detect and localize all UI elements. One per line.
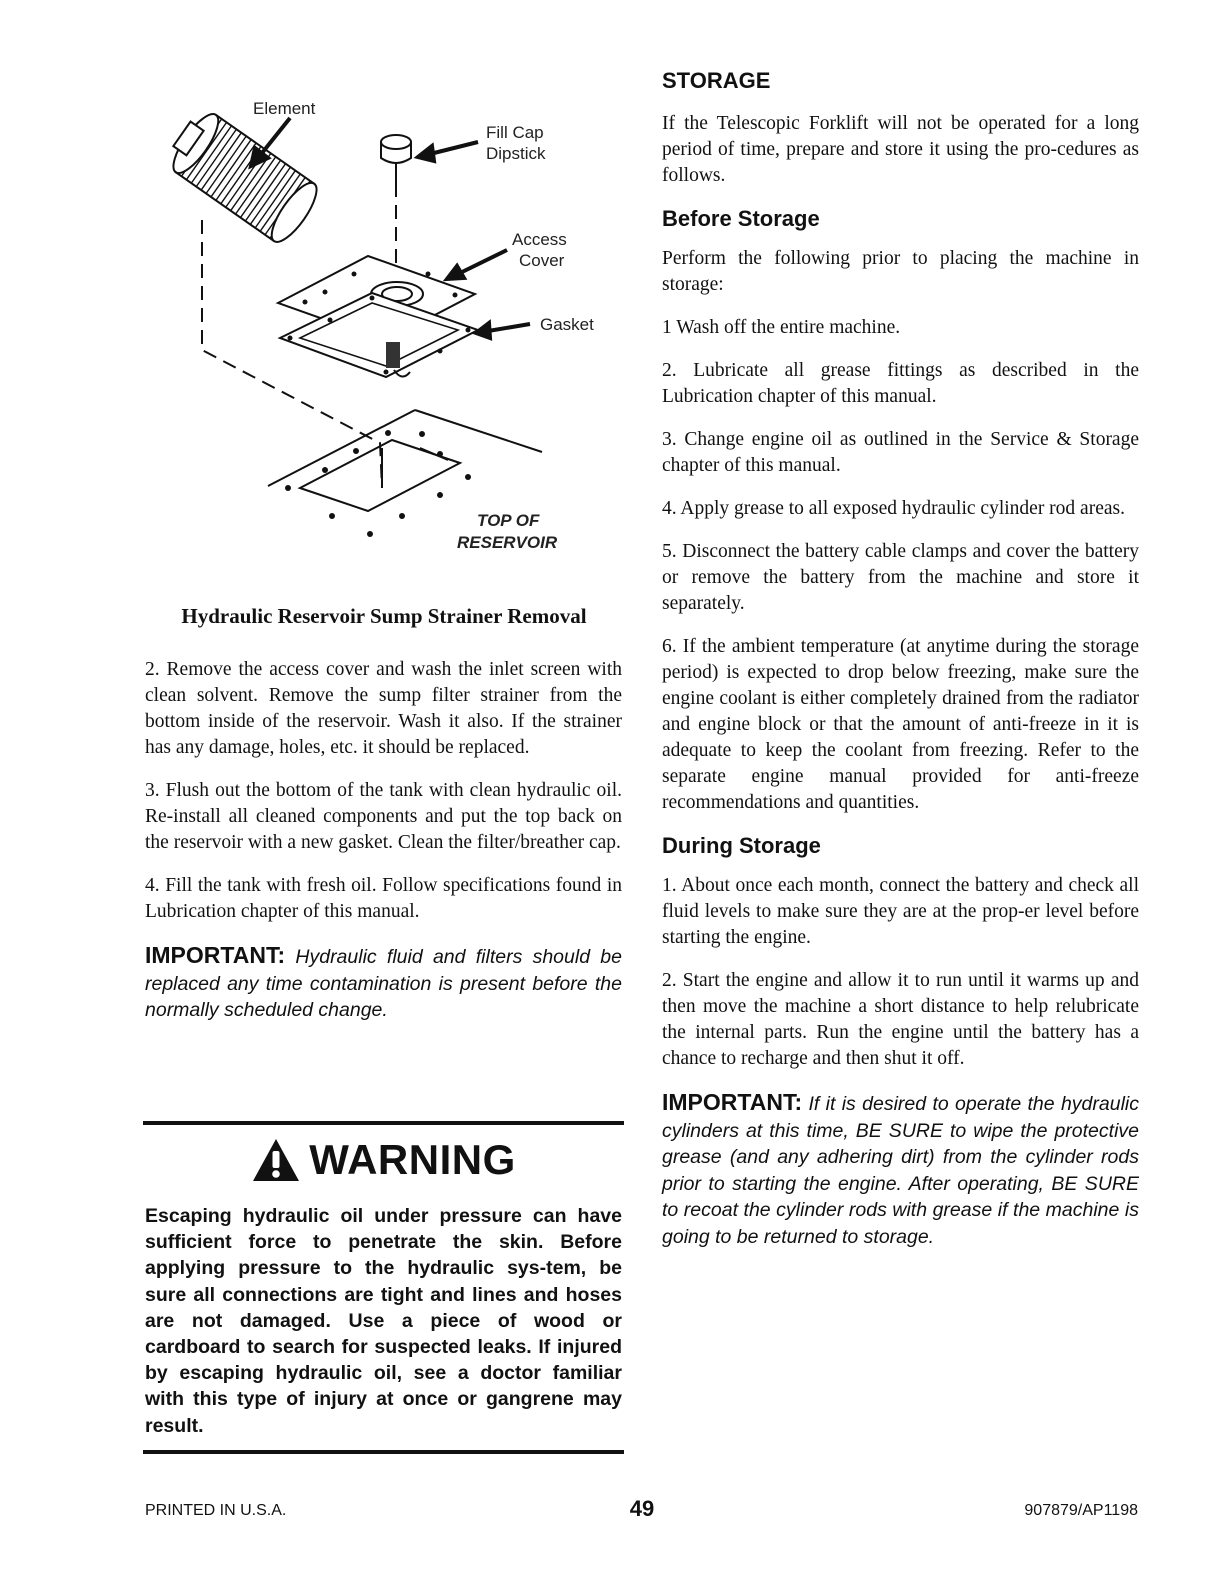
label-fill-cap: Fill Cap: [486, 123, 544, 142]
before-step-2: 2. Lubricate all grease fittings as described in the Lubrication chapter of this manual.: [662, 360, 1139, 407]
important-label: IMPORTANT:: [145, 942, 286, 968]
warning-triangle-icon: [251, 1137, 301, 1183]
right-column: [662, 68, 1139, 1250]
storage-heading: STORAGE: [662, 68, 771, 93]
label-dipstick: Dipstick: [486, 144, 546, 163]
warning-box: [143, 1121, 624, 1454]
before-step-4: 4. Apply grease to all exposed hydraulic cylinder rod areas.: [662, 498, 1125, 519]
before-storage-intro: Perform the following prior to placing the machine in storage:: [662, 248, 1139, 295]
during-storage-heading: During Storage: [662, 833, 821, 858]
important-text: If it is desired to operate the hydraulic cylinders at this time, BE SURE to wipe the protective grease (and any adhering dirt) from the cylinder rods prior to starting the engine. After operating, BE SURE to recoat the cylinder rods with grease if the machine is going to be returned to storage.: [662, 1093, 1140, 1248]
page-number: 49: [629, 1496, 655, 1521]
storage-intro: If the Telescopic Forklift will not be operated for a long period of time, prepare and store it using the pro-cedures as follows.: [662, 113, 1139, 186]
fill-cap-dipstick-drawing: [381, 135, 411, 183]
before-storage-heading: Before Storage: [662, 206, 820, 231]
left-column: [145, 657, 622, 1024]
filter-element-drawing: [162, 105, 324, 248]
during-step-2: 2. Start the engine and allow it to run until it warms up and then move the machine a short distance to help relubricate the internal parts. Run the engine until the battery has a chance to recharge and then shut it off.: [662, 970, 1139, 1069]
reservoir-bolts: [285, 430, 471, 537]
label-element: Element: [253, 99, 316, 118]
left-important-note: [145, 942, 622, 1024]
before-step-5: 5. Disconnect the battery cable clamps and cover the battery or remove the battery from the machine and store it separately.: [662, 541, 1139, 614]
important-label: IMPORTANT:: [662, 1089, 803, 1115]
label-top-of: TOP OF: [477, 511, 540, 530]
left-paragraph-4: 4. Fill the tank with fresh oil. Follow specifications found in Lubrication chapter of this manual.: [145, 875, 622, 922]
label-cover: Cover: [519, 251, 565, 270]
before-step-6: 6. If the ambient temperature (at anytime during the storage period) is expected to drop below freezing, make sure the engine coolant is either completely drained from the radiator and engine block or that the amount of anti-freeze in it is adequate to keep the coolant from freezing. Refer to the separate engine manual provided for anti-freeze recommendations and quantities.: [662, 636, 1139, 813]
left-paragraph-3: 3. Flush out the bottom of the tank with clean hydraulic oil. Re-install all cleaned components and put the top back on the reservoir with a new gasket. Clean the filter/breather cap.: [145, 780, 622, 853]
document-code: 907879/AP1198: [1024, 1502, 1138, 1519]
before-step-3: 3. Change engine oil as outlined in the Service & Storage chapter of this manual.: [662, 429, 1139, 476]
figure-caption: Hydraulic Reservoir Sump Strainer Removal: [181, 604, 587, 628]
warning-title: WARNING: [309, 1136, 516, 1183]
warning-header: [143, 1131, 624, 1189]
warning-text: Escaping hydraulic oil under pressure can have sufficient force to penetrate the skin. Before applying pressure to the hydraulic sys-tem, be sure all connections are tight and lines and hoses are not damaged. Use a piece of wood or cardboard to search for suspected leaks. If injured by escaping hydraulic oil, see a doctor familiar with this type of injury at once or gangrene may result.: [145, 1205, 622, 1437]
important-text: Hydraulic fluid and filters should be replaced any time contamination is present before the normally scheduled change.: [145, 946, 622, 1021]
reservoir-top-drawing: [268, 410, 542, 511]
label-gasket: Gasket: [540, 315, 594, 334]
left-paragraph-2: 2. Remove the access cover and wash the inlet screen with clean solvent. Remove the sump filter strainer from the bottom inside of the reservoir. Wash it also. If the strainer has any damage, holes, etc. it should be replaced.: [145, 659, 622, 758]
before-step-1: 1 Wash off the entire machine.: [662, 317, 901, 338]
during-step-1: 1. About once each month, connect the battery and check all fluid levels to make sure they are at the prop-er level before starting the engine.: [662, 875, 1139, 948]
footer-printed: PRINTED IN U.S.A.: [145, 1502, 287, 1519]
label-access: Access: [512, 230, 567, 249]
reservoir-diagram: [140, 88, 630, 568]
label-reservoir: RESERVOIR: [457, 533, 558, 552]
right-important-note: [662, 1089, 1139, 1250]
